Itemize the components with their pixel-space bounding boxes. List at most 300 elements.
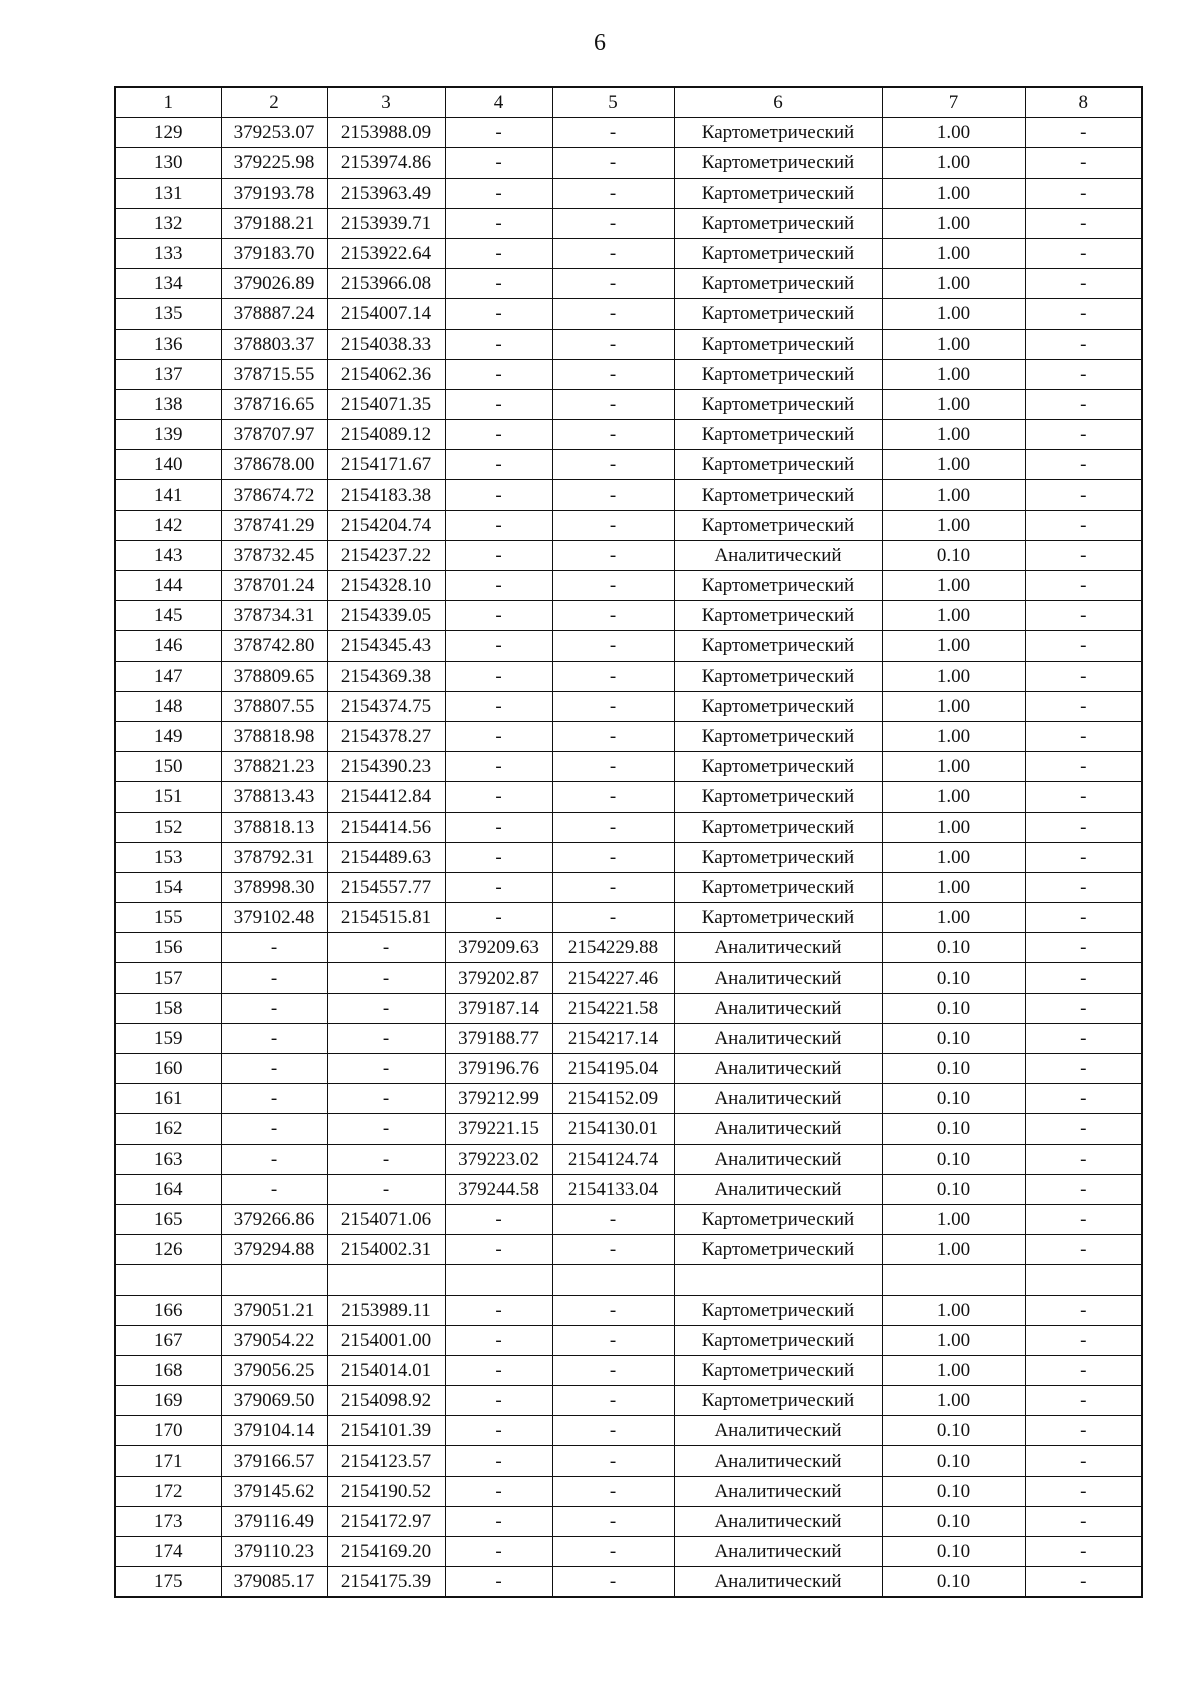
header-cell-point-number: 1 — [115, 87, 221, 118]
cell-point-number: 132 — [115, 208, 221, 238]
table-row — [115, 752, 1142, 782]
cell-method: Картометрический — [674, 842, 882, 872]
cell-y-coord: - — [327, 1054, 445, 1084]
cell-accuracy: 1.00 — [882, 812, 1025, 842]
table-row — [115, 1506, 1142, 1536]
cell-method: Картометрический — [674, 238, 882, 268]
cell-description: - — [1025, 571, 1142, 601]
cell-description: - — [1025, 1174, 1142, 1204]
cell-x-coord: 379069.50 — [221, 1386, 327, 1416]
cell-description: - — [1025, 389, 1142, 419]
cell-description: - — [1025, 1204, 1142, 1234]
cell-y-coord-alt: 2154130.01 — [552, 1114, 674, 1144]
cell-y-coord-alt: 2154124.74 — [552, 1144, 674, 1174]
cell-point-number: 137 — [115, 359, 221, 389]
cell-y-coord: - — [327, 1144, 445, 1174]
table-row — [115, 691, 1142, 721]
cell-x-coord-alt: - — [445, 1204, 552, 1234]
cell-method: Картометрический — [674, 601, 882, 631]
cell-x-coord: 378678.00 — [221, 450, 327, 480]
cell-y-coord: 2154190.52 — [327, 1476, 445, 1506]
cell-accuracy: 1.00 — [882, 208, 1025, 238]
cell-x-coord-alt: 379188.77 — [445, 1023, 552, 1053]
header-cell-y-coord-alt: 5 — [552, 87, 674, 118]
cell-point-number: 145 — [115, 601, 221, 631]
cell-method: Картометрический — [674, 1325, 882, 1355]
cell-y-coord-alt: - — [552, 1386, 674, 1416]
cell-point-number: 174 — [115, 1537, 221, 1567]
cell-point-number: 131 — [115, 178, 221, 208]
cell-accuracy: 1.00 — [882, 752, 1025, 782]
cell-y-coord-alt: - — [552, 903, 674, 933]
cell-x-coord-alt: - — [445, 1295, 552, 1325]
cell-description: - — [1025, 1476, 1142, 1506]
cell-description: - — [1025, 601, 1142, 631]
cell-y-coord: 2154098.92 — [327, 1386, 445, 1416]
cell-y-coord: 2154175.39 — [327, 1567, 445, 1598]
cell-x-coord: - — [221, 993, 327, 1023]
table-row — [115, 1114, 1142, 1144]
cell-y-coord: 2154014.01 — [327, 1355, 445, 1385]
cell-x-coord: - — [221, 1084, 327, 1114]
cell-y-coord: 2154101.39 — [327, 1416, 445, 1446]
cell-accuracy: 1.00 — [882, 601, 1025, 631]
cell-point-number: 168 — [115, 1355, 221, 1385]
cell-point-number: 164 — [115, 1174, 221, 1204]
cell-point-number: 150 — [115, 752, 221, 782]
table-row — [115, 933, 1142, 963]
cell-x-coord: 379116.49 — [221, 1506, 327, 1536]
cell-point-number: 133 — [115, 238, 221, 268]
cell-description: - — [1025, 450, 1142, 480]
cell-x-coord: 378707.97 — [221, 420, 327, 450]
table-row — [115, 993, 1142, 1023]
cell-x-coord-alt: - — [445, 812, 552, 842]
cell-method: Картометрический — [674, 752, 882, 782]
cell-accuracy: 0.10 — [882, 1416, 1025, 1446]
cell-y-coord: 2154390.23 — [327, 752, 445, 782]
cell-x-coord-alt: 379244.58 — [445, 1174, 552, 1204]
cell-accuracy: 0.10 — [882, 963, 1025, 993]
table-row — [115, 812, 1142, 842]
cell-method: Аналитический — [674, 963, 882, 993]
cell-point-number: 171 — [115, 1446, 221, 1476]
cell-x-coord: 379051.21 — [221, 1295, 327, 1325]
cell-x-coord: 379104.14 — [221, 1416, 327, 1446]
cell-y-coord-alt: - — [552, 450, 674, 480]
table-row — [115, 721, 1142, 751]
cell-x-coord: 378887.24 — [221, 299, 327, 329]
cell-y-coord-alt: 2154221.58 — [552, 993, 674, 1023]
cell-accuracy: 1.00 — [882, 571, 1025, 601]
cell-description: - — [1025, 631, 1142, 661]
cell-x-coord: 378674.72 — [221, 480, 327, 510]
cell-y-coord-alt: 2154152.09 — [552, 1084, 674, 1114]
cell-method: Картометрический — [674, 359, 882, 389]
cell-description: - — [1025, 208, 1142, 238]
table-row — [115, 208, 1142, 238]
cell-accuracy: 1.00 — [882, 661, 1025, 691]
table-row — [115, 1537, 1142, 1567]
cell-accuracy — [882, 1265, 1025, 1295]
cell-x-coord-alt: - — [445, 1235, 552, 1265]
cell-accuracy: 1.00 — [882, 842, 1025, 872]
table-row — [115, 540, 1142, 570]
cell-y-coord-alt: - — [552, 1476, 674, 1506]
cell-description: - — [1025, 1144, 1142, 1174]
cell-method: Картометрический — [674, 299, 882, 329]
cell-x-coord: 378809.65 — [221, 661, 327, 691]
cell-x-coord-alt: 379187.14 — [445, 993, 552, 1023]
cell-x-coord-alt: - — [445, 1355, 552, 1385]
cell-accuracy: 1.00 — [882, 299, 1025, 329]
cell-method: Картометрический — [674, 782, 882, 812]
cell-method: Картометрический — [674, 148, 882, 178]
cell-y-coord: 2154378.27 — [327, 721, 445, 751]
header-cell-x-coord-alt: 4 — [445, 87, 552, 118]
cell-description: - — [1025, 1295, 1142, 1325]
cell-y-coord-alt: - — [552, 540, 674, 570]
table-row — [115, 118, 1142, 148]
cell-y-coord-alt: - — [552, 329, 674, 359]
cell-y-coord: 2153988.09 — [327, 118, 445, 148]
cell-y-coord-alt: - — [552, 1204, 674, 1234]
cell-method: Аналитический — [674, 1114, 882, 1144]
cell-y-coord-alt: 2154133.04 — [552, 1174, 674, 1204]
header-cell-method: 6 — [674, 87, 882, 118]
cell-point-number: 136 — [115, 329, 221, 359]
cell-description: - — [1025, 993, 1142, 1023]
cell-point-number: 134 — [115, 269, 221, 299]
cell-x-coord-alt: - — [445, 661, 552, 691]
cell-method: Аналитический — [674, 1416, 882, 1446]
cell-y-coord-alt: - — [552, 299, 674, 329]
cell-description: - — [1025, 178, 1142, 208]
cell-y-coord: - — [327, 1174, 445, 1204]
cell-description: - — [1025, 1506, 1142, 1536]
table-row — [115, 148, 1142, 178]
cell-description: - — [1025, 752, 1142, 782]
cell-description: - — [1025, 1325, 1142, 1355]
cell-accuracy: 0.10 — [882, 1567, 1025, 1598]
cell-y-coord-alt: - — [552, 208, 674, 238]
cell-method: Картометрический — [674, 389, 882, 419]
cell-point-number: 143 — [115, 540, 221, 570]
table-row — [115, 1265, 1142, 1295]
cell-x-coord-alt: 379223.02 — [445, 1144, 552, 1174]
cell-y-coord-alt: - — [552, 631, 674, 661]
table-row — [115, 842, 1142, 872]
header-cell-x-coord: 2 — [221, 87, 327, 118]
cell-description — [1025, 1265, 1142, 1295]
cell-y-coord-alt: 2154217.14 — [552, 1023, 674, 1053]
table-row — [115, 903, 1142, 933]
cell-point-number: 158 — [115, 993, 221, 1023]
cell-method: Картометрический — [674, 1235, 882, 1265]
cell-x-coord-alt: - — [445, 1537, 552, 1567]
cell-y-coord-alt: - — [552, 389, 674, 419]
cell-point-number: 139 — [115, 420, 221, 450]
cell-x-coord: 379026.89 — [221, 269, 327, 299]
cell-description: - — [1025, 903, 1142, 933]
cell-y-coord: 2154237.22 — [327, 540, 445, 570]
cell-x-coord: 379145.62 — [221, 1476, 327, 1506]
page-number: 6 — [594, 30, 606, 56]
cell-method: Картометрический — [674, 450, 882, 480]
cell-description: - — [1025, 1114, 1142, 1144]
cell-x-coord-alt: 379209.63 — [445, 933, 552, 963]
cell-x-coord: 378792.31 — [221, 842, 327, 872]
table-header-row — [115, 87, 1142, 118]
cell-method: Аналитический — [674, 993, 882, 1023]
cell-description: - — [1025, 1416, 1142, 1446]
cell-x-coord: 379110.23 — [221, 1537, 327, 1567]
cell-method: Картометрический — [674, 1295, 882, 1325]
cell-point-number: 152 — [115, 812, 221, 842]
cell-method: Аналитический — [674, 1506, 882, 1536]
cell-x-coord-alt: - — [445, 903, 552, 933]
cell-description: - — [1025, 269, 1142, 299]
cell-x-coord: 378716.65 — [221, 389, 327, 419]
cell-x-coord: 378998.30 — [221, 872, 327, 902]
cell-description: - — [1025, 238, 1142, 268]
cell-method: Аналитический — [674, 1476, 882, 1506]
cell-x-coord: 379266.86 — [221, 1204, 327, 1234]
cell-accuracy: 1.00 — [882, 238, 1025, 268]
cell-point-number: 159 — [115, 1023, 221, 1053]
cell-accuracy: 0.10 — [882, 933, 1025, 963]
cell-point-number: 129 — [115, 118, 221, 148]
cell-y-coord-alt: - — [552, 359, 674, 389]
cell-y-coord: 2154204.74 — [327, 510, 445, 540]
cell-x-coord: 378818.98 — [221, 721, 327, 751]
cell-method: Картометрический — [674, 872, 882, 902]
table-row — [115, 1295, 1142, 1325]
cell-x-coord-alt: - — [445, 752, 552, 782]
cell-point-number: 160 — [115, 1054, 221, 1084]
cell-y-coord-alt: 2154195.04 — [552, 1054, 674, 1084]
table-row — [115, 1084, 1142, 1114]
cell-x-coord: 378742.80 — [221, 631, 327, 661]
cell-x-coord: 378715.55 — [221, 359, 327, 389]
cell-description: - — [1025, 963, 1142, 993]
cell-y-coord: 2154071.35 — [327, 389, 445, 419]
cell-accuracy: 1.00 — [882, 269, 1025, 299]
cell-y-coord-alt: - — [552, 1506, 674, 1536]
cell-point-number: 126 — [115, 1235, 221, 1265]
cell-x-coord-alt: - — [445, 1446, 552, 1476]
cell-y-coord-alt: - — [552, 510, 674, 540]
cell-description: - — [1025, 933, 1142, 963]
cell-y-coord: - — [327, 933, 445, 963]
cell-y-coord: 2154172.97 — [327, 1506, 445, 1536]
cell-y-coord-alt: - — [552, 480, 674, 510]
cell-x-coord: - — [221, 933, 327, 963]
cell-accuracy: 1.00 — [882, 1235, 1025, 1265]
cell-y-coord: 2154169.20 — [327, 1537, 445, 1567]
cell-x-coord: 378701.24 — [221, 571, 327, 601]
cell-x-coord: 378807.55 — [221, 691, 327, 721]
cell-accuracy: 0.10 — [882, 1537, 1025, 1567]
cell-accuracy: 0.10 — [882, 1114, 1025, 1144]
cell-description: - — [1025, 1355, 1142, 1385]
cell-point-number: 153 — [115, 842, 221, 872]
cell-x-coord: 379183.70 — [221, 238, 327, 268]
table-row — [115, 782, 1142, 812]
cell-point-number: 138 — [115, 389, 221, 419]
cell-x-coord: 378821.23 — [221, 752, 327, 782]
cell-y-coord: 2154089.12 — [327, 420, 445, 450]
cell-x-coord-alt: - — [445, 1506, 552, 1536]
cell-y-coord-alt: - — [552, 721, 674, 751]
cell-x-coord-alt: - — [445, 1567, 552, 1598]
cell-y-coord: 2154038.33 — [327, 329, 445, 359]
cell-y-coord-alt: - — [552, 148, 674, 178]
cell-y-coord: 2154489.63 — [327, 842, 445, 872]
cell-y-coord-alt: - — [552, 238, 674, 268]
cell-x-coord-alt: - — [445, 721, 552, 751]
cell-point-number: 167 — [115, 1325, 221, 1355]
cell-x-coord-alt: 379221.15 — [445, 1114, 552, 1144]
cell-accuracy: 1.00 — [882, 480, 1025, 510]
cell-x-coord-alt: - — [445, 1386, 552, 1416]
cell-x-coord-alt: - — [445, 510, 552, 540]
cell-x-coord-alt: - — [445, 782, 552, 812]
table-row — [115, 329, 1142, 359]
cell-method: Аналитический — [674, 540, 882, 570]
cell-x-coord: 379166.57 — [221, 1446, 327, 1476]
cell-y-coord: 2153989.11 — [327, 1295, 445, 1325]
cell-x-coord-alt: 379202.87 — [445, 963, 552, 993]
cell-y-coord-alt: - — [552, 118, 674, 148]
cell-method: Картометрический — [674, 329, 882, 359]
cell-point-number: 149 — [115, 721, 221, 751]
cell-accuracy: 1.00 — [882, 420, 1025, 450]
cell-x-coord-alt: - — [445, 148, 552, 178]
cell-point-number: 141 — [115, 480, 221, 510]
table-row — [115, 1174, 1142, 1204]
cell-x-coord-alt: - — [445, 208, 552, 238]
cell-x-coord-alt: - — [445, 329, 552, 359]
cell-x-coord: - — [221, 1114, 327, 1144]
cell-point-number: 162 — [115, 1114, 221, 1144]
cell-y-coord-alt: - — [552, 782, 674, 812]
table-row — [115, 661, 1142, 691]
cell-x-coord-alt: 379212.99 — [445, 1084, 552, 1114]
table-row — [115, 269, 1142, 299]
cell-y-coord: 2154123.57 — [327, 1446, 445, 1476]
cell-method — [674, 1265, 882, 1295]
cell-y-coord: - — [327, 963, 445, 993]
cell-point-number: 165 — [115, 1204, 221, 1234]
cell-accuracy: 0.10 — [882, 540, 1025, 570]
cell-x-coord-alt: - — [445, 571, 552, 601]
table-row — [115, 510, 1142, 540]
cell-accuracy: 1.00 — [882, 359, 1025, 389]
cell-method: Аналитический — [674, 1567, 882, 1598]
cell-point-number: 155 — [115, 903, 221, 933]
cell-x-coord: 378803.37 — [221, 329, 327, 359]
cell-point-number: 161 — [115, 1084, 221, 1114]
table-row — [115, 631, 1142, 661]
table-row — [115, 601, 1142, 631]
cell-accuracy: 1.00 — [882, 178, 1025, 208]
cell-description: - — [1025, 540, 1142, 570]
cell-y-coord: 2154001.00 — [327, 1325, 445, 1355]
cell-y-coord-alt: - — [552, 1325, 674, 1355]
cell-accuracy: 1.00 — [882, 872, 1025, 902]
cell-accuracy: 0.10 — [882, 1476, 1025, 1506]
cell-x-coord: 378732.45 — [221, 540, 327, 570]
cell-method: Аналитический — [674, 1174, 882, 1204]
cell-method: Картометрический — [674, 1204, 882, 1234]
cell-method: Картометрический — [674, 571, 882, 601]
cell-y-coord: - — [327, 1023, 445, 1053]
table-row — [115, 450, 1142, 480]
header-cell-y-coord: 3 — [327, 87, 445, 118]
cell-method: Картометрический — [674, 480, 882, 510]
cell-y-coord-alt: - — [552, 812, 674, 842]
cell-accuracy: 1.00 — [882, 903, 1025, 933]
cell-x-coord: - — [221, 963, 327, 993]
cell-method: Картометрический — [674, 269, 882, 299]
cell-x-coord: 379225.98 — [221, 148, 327, 178]
cell-y-coord-alt: 2154227.46 — [552, 963, 674, 993]
cell-method: Аналитический — [674, 933, 882, 963]
cell-y-coord: 2154374.75 — [327, 691, 445, 721]
cell-y-coord: 2154557.77 — [327, 872, 445, 902]
cell-point-number: 175 — [115, 1567, 221, 1598]
cell-accuracy: 1.00 — [882, 1355, 1025, 1385]
cell-point-number: 135 — [115, 299, 221, 329]
cell-x-coord-alt — [445, 1265, 552, 1295]
cell-accuracy: 0.10 — [882, 1084, 1025, 1114]
cell-x-coord-alt: - — [445, 450, 552, 480]
cell-x-coord: 379054.22 — [221, 1325, 327, 1355]
cell-x-coord-alt: - — [445, 359, 552, 389]
cell-x-coord-alt: - — [445, 601, 552, 631]
cell-description: - — [1025, 510, 1142, 540]
cell-point-number: 144 — [115, 571, 221, 601]
cell-y-coord-alt — [552, 1265, 674, 1295]
cell-description: - — [1025, 1023, 1142, 1053]
cell-description: - — [1025, 299, 1142, 329]
table-row — [115, 1023, 1142, 1053]
table-body — [115, 87, 1142, 1597]
cell-description: - — [1025, 1054, 1142, 1084]
cell-x-coord-alt: - — [445, 842, 552, 872]
cell-point-number: 172 — [115, 1476, 221, 1506]
cell-method: Картометрический — [674, 691, 882, 721]
cell-y-coord: 2154345.43 — [327, 631, 445, 661]
table-row — [115, 1567, 1142, 1598]
cell-y-coord-alt: - — [552, 1355, 674, 1385]
cell-accuracy: 1.00 — [882, 1386, 1025, 1416]
cell-x-coord: 379188.21 — [221, 208, 327, 238]
cell-x-coord: 378813.43 — [221, 782, 327, 812]
cell-point-number: 130 — [115, 148, 221, 178]
cell-point-number: 146 — [115, 631, 221, 661]
cell-y-coord-alt: 2154229.88 — [552, 933, 674, 963]
cell-y-coord-alt: - — [552, 1567, 674, 1598]
cell-description: - — [1025, 812, 1142, 842]
cell-y-coord: 2154183.38 — [327, 480, 445, 510]
cell-point-number: 140 — [115, 450, 221, 480]
cell-accuracy: 1.00 — [882, 1295, 1025, 1325]
cell-point-number: 163 — [115, 1144, 221, 1174]
cell-accuracy: 1.00 — [882, 148, 1025, 178]
cell-accuracy: 0.10 — [882, 1506, 1025, 1536]
